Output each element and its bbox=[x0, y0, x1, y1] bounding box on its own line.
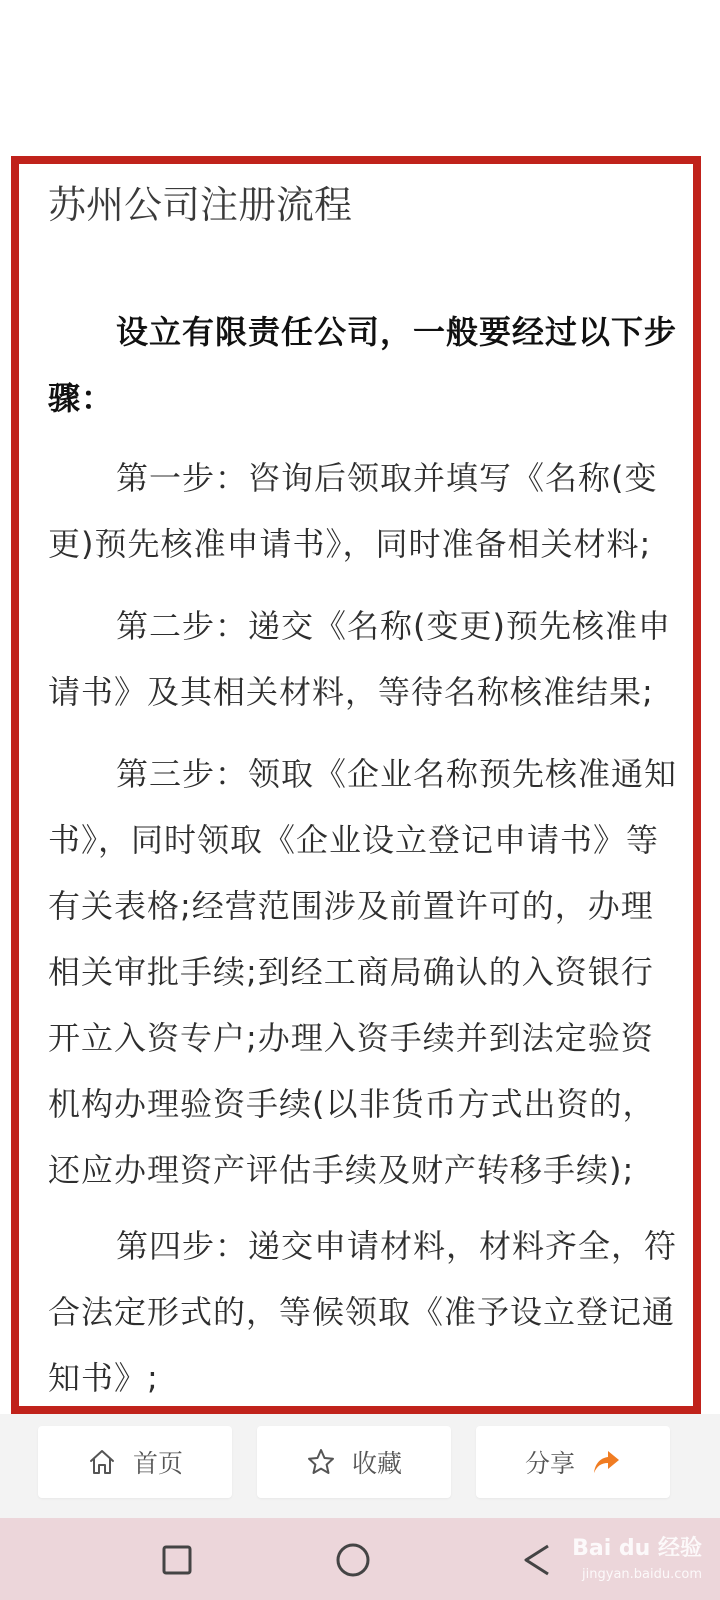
watermark-brand: Bai du 经验 bbox=[572, 1536, 702, 1561]
favorite-label: 收藏 bbox=[351, 1449, 402, 1478]
page-title: 苏州公司注册流程 bbox=[48, 183, 353, 227]
baidu-jingyan-watermark bbox=[572, 1536, 702, 1588]
home-button[interactable] bbox=[38, 1426, 232, 1498]
favorite-button[interactable] bbox=[257, 1426, 451, 1498]
home-circle-icon[interactable] bbox=[333, 1540, 373, 1580]
watermark-url: jingyan.baidu.com bbox=[582, 1567, 702, 1582]
home-icon bbox=[87, 1447, 117, 1477]
star-icon bbox=[306, 1447, 336, 1477]
step-1-paragraph: 第一步：咨询后领取并填写《名称(变更)预先核准申请书》，同时准备相关材料; bbox=[48, 459, 658, 563]
bottom-toolbar bbox=[0, 1414, 720, 1518]
step-4-paragraph: 第四步：递交申请材料，材料齐全，符合法定形式的，等候领取《准予设立登记通知书》; bbox=[48, 1227, 678, 1397]
share-arrow-icon bbox=[591, 1447, 621, 1477]
share-label: 分享 bbox=[524, 1449, 575, 1478]
intro-paragraph: 设立有限责任公司，一般要经过以下步骤： bbox=[48, 313, 678, 417]
recent-apps-icon[interactable] bbox=[157, 1540, 197, 1580]
step-3-paragraph: 第三步：领取《企业名称预先核准通知书》，同时领取《企业设立登记申请书》等有关表格;经营范围涉及前置许可的，办理相关审批手续;到经工商局确认的入资银行开立入资专户;办理入资手续并到法定验资机构办理验资手续(以非货币方式出资的，还应办理资产评估手续及财产转移手续); bbox=[48, 755, 678, 1189]
article-frame bbox=[11, 156, 701, 1414]
back-icon[interactable] bbox=[518, 1540, 558, 1580]
step-2-paragraph: 第二步：递交《名称(变更)预先核准申请书》及其相关材料，等待名称核准结果; bbox=[48, 607, 671, 711]
home-label: 首页 bbox=[132, 1449, 183, 1478]
share-button[interactable] bbox=[476, 1426, 670, 1498]
